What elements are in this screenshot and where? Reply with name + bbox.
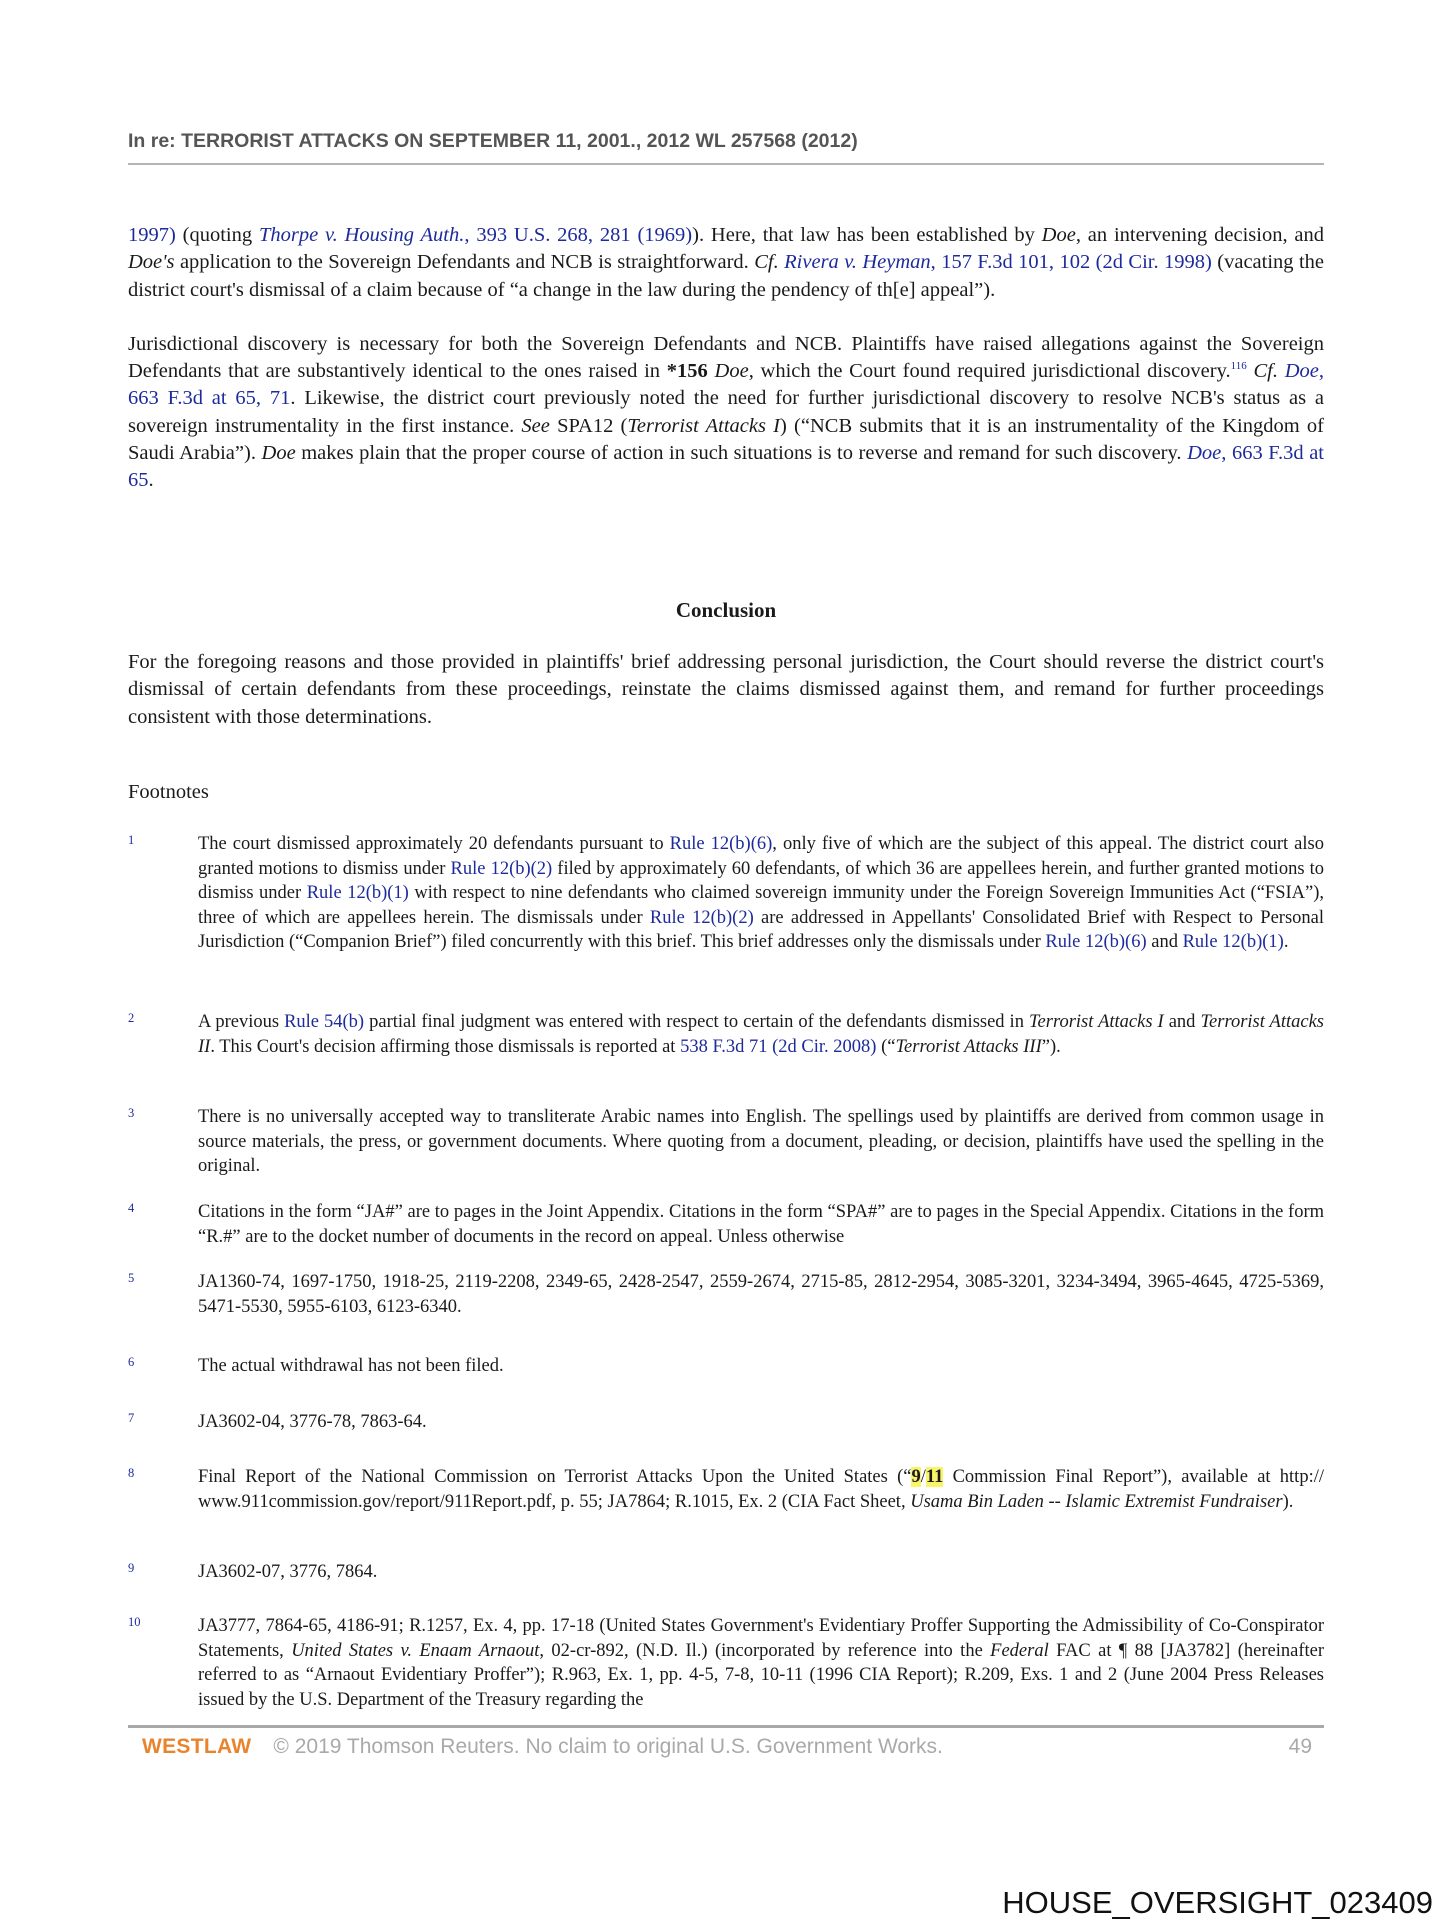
footnote-2: 2 A previous Rule 54(b) partial final judgment was entered with respect to certain of the defendants dismissed in Terrorist Attacks I and Terrorist Attacks II. This Court's decision affirming those dismissals is reported at 538 F.3d 71 (2d Cir. 2008) (“Terrorist Attacks III”). [128, 1010, 1324, 1059]
footnote-5: 5 JA1360-74, 1697-1750, 1918-25, 2119-2208, 2349-65, 2428-2547, 2559-2674, 2715-85, 2812-2954, 3085-3201, 3234-3494, 3965-4645, 4725-5369, 5471-5530, 5955-6103, 6123-6340. [128, 1270, 1324, 1319]
footnote-number[interactable]: 5 [128, 1271, 135, 1285]
footnote-number[interactable]: 10 [128, 1615, 141, 1629]
paragraph-2: Jurisdictional discovery is necessary for both the Sovereign Defendants and NCB. Plaintiffs have raised allegations against the Sovereign Defendants that are substantively identical to the ones raised in *156 Doe, which the Court found required jurisdictional discovery.$^{116}$ Cf. Doe, 663 F.3d at 65, 71. Likewise, the district court previously noted the need for further jurisdictional discovery to resolve NCB's status as a sovereign instrumentality in the first instance. See SPA12 (Terrorist Attacks I) (“NCB submits that it is an instrumentality of the Kingdom of Saudi Arabia”). Doe makes plain that the proper course of action in such situations is to reverse and remand for such discovery. Doe, 663 F.3d at 65. [128, 332, 1325, 492]
copyright-notice: © 2019 Thomson Reuters. No claim to original U.S. Government Works. [273, 1735, 943, 1758]
footnote-1: 1 The court dismissed approximately 20 defendants pursuant to Rule 12(b)(6), only five of which are the subject of this appeal. The district court also granted motions to dismiss under Rule 12(b)(2) filed by approximately 60 defendants, of which 36 are appellees herein, and further granted motions to dismiss under Rule 12(b)(1) with respect to nine defendants who claimed sovereign immunity under the Foreign Sovereign Immunities Act (“FSIA”), three of which are appellees herein. The dismissals under Rule 12(b)(2) are addressed in Appellants' Consolidated Brief with Respect to Personal Jurisdiction (“Companion Brief”) filed concurrently with this brief. This brief addresses only the dismissals under Rule 12(b)(6) and Rule 12(b)(1). [128, 832, 1324, 955]
search-highlight: 11 [925, 1467, 944, 1487]
rule-link[interactable]: Rule 12(b)(6) [669, 834, 773, 854]
citation-link-doe-2[interactable]: Doe, 663 F.3d at 65 [128, 442, 1324, 492]
footnote-number[interactable]: 8 [128, 1466, 135, 1480]
footnote-number[interactable]: 9 [128, 1561, 135, 1575]
footnote-number[interactable]: 6 [128, 1355, 135, 1369]
rule-link[interactable]: Rule 12(b)(2) [450, 858, 553, 879]
footnote-number[interactable]: 7 [128, 1411, 135, 1425]
citation-link-doe[interactable]: Doe, 663 F.3d at 65, 71 [128, 360, 1325, 410]
bates-number: HOUSE_OVERSIGHT_023409 [1002, 1885, 1433, 1920]
footnote-number[interactable]: 1 [128, 833, 135, 847]
section-heading-conclusion: Conclusion [675, 598, 777, 622]
citation-link-rivera[interactable]: Rivera v. Heyman, 157 F.3d 101, 102 (2d Cir. 1998) [784, 251, 1212, 274]
paragraph-1: 1997) (quoting Thorpe v. Housing Auth., 393 U.S. 268, 281 (1969)). Here, that law has been established by Doe, an intervening decision, and Doe's application to the Sovereign Defendants and NCB is straightforward. Cf. Rivera v. Heyman, 157 F.3d 101, 102 (2d Cir. 1998) (vacating the district court's dismissal of a claim because of “a change in the law during the pendency of th[e] appeal”). [128, 224, 1325, 301]
footnote-8: 8 Final Report of the National Commission on Terrorist Attacks Upon the United States (“9/11 Commission Final Report”), available at http:// www.911commission.gov/report/911Report.pdf, p. 55; JA7864; R.1015, Ex. 2 (CIA Fact Sheet, Usama Bin Laden -- Islamic Extremist Fundraiser). [128, 1465, 1324, 1514]
footnote-number[interactable]: 2 [128, 1011, 135, 1025]
star-page: *156 [666, 360, 708, 383]
footnote-number[interactable]: 3 [128, 1106, 135, 1120]
rule-link[interactable]: Rule 12(b)(1) [306, 883, 409, 903]
footnote-6: 6 The actual withdrawal has not been filed. [128, 1354, 1324, 1379]
rule-link[interactable]: Rule 12(b)(2) [649, 907, 754, 928]
footnote-10: 10 JA3777, 7864-65, 4186-91; R.1257, Ex. 4, pp. 17-18 (United States Government's Evidentiary Proffer Supporting the Admissibility of Co-Conspirator Statements, United States v. Enaam Arnaout, 02-cr-892, (N.D. Il.) (incorporated by reference into the Federal FAC at ¶ 88 [JA3782] (hereinafter referred to as “Arnaout Evidentiary Proffer”); R.963, Ex. 1, pp. 4-5, 7-8, 10-11 (1996 CIA Report); R.209, Exs. 1 and 2 (June 2004 Press Releases issued by the U.S. Department of the Treasury regarding the [128, 1614, 1324, 1712]
footer-divider [128, 1725, 1324, 1728]
page-number: 49 [1288, 1735, 1312, 1758]
conclusion-paragraph: For the foregoing reasons and those provided in plaintiffs' brief addressing personal jurisdiction, the Court should reverse the district court's dismissal of certain defendants from these proceedings, reinstate the claims dismissed against them, and remand for further proceedings consistent with those determinations. [128, 651, 1324, 728]
footnote-3: 3 There is no universally accepted way to transliterate Arabic names into English. The spellings used by plaintiffs are derived from common usage in source materials, the press, or government documents. Where quoting from a document, pleading, or decision, plaintiffs have used the spelling in the original. [128, 1105, 1324, 1179]
footnote-9: 9 JA3602-07, 3776, 7864. [128, 1560, 1324, 1585]
rule-link[interactable]: Rule 54(b) [284, 1012, 365, 1032]
search-highlight: 9 [911, 1467, 921, 1487]
rule-link[interactable]: Rule 12(b)(1) [1182, 932, 1284, 952]
footnote-7: 7 JA3602-04, 3776-78, 7863-64. [128, 1410, 1324, 1435]
footnotes-title: Footnotes [128, 781, 209, 803]
rule-link[interactable]: Rule 12(b)(6) [1045, 932, 1147, 952]
footnote-ref-116[interactable]: 116 [1230, 360, 1247, 373]
header-divider [128, 163, 1324, 165]
page-footer [142, 1735, 1312, 1759]
footnote-4: 4 Citations in the form “JA#” are to pages in the Joint Appendix. Citations in the form “SPA#” are to pages in the Special Appendix. Citations in the form “R.#” are to the docket number of documents in the record on appeal. Unless otherwise [128, 1200, 1324, 1249]
footnote-number[interactable]: 4 [128, 1201, 135, 1215]
citation-link[interactable]: 538 F.3d 71 (2d Cir. 2008) [680, 1036, 877, 1057]
body-text [128, 222, 1324, 495]
document-header: In re: TERRORIST ATTACKS ON SEPTEMBER 11, 2001., 2012 WL 257568 (2012) [128, 130, 858, 152]
citation-link-thorpe[interactable]: Thorpe v. Housing Auth., 393 U.S. 268, 281 (1969) [258, 224, 693, 246]
citation-link[interactable]: 1997) [128, 224, 176, 246]
westlaw-logo: WESTLAW [142, 1735, 252, 1758]
